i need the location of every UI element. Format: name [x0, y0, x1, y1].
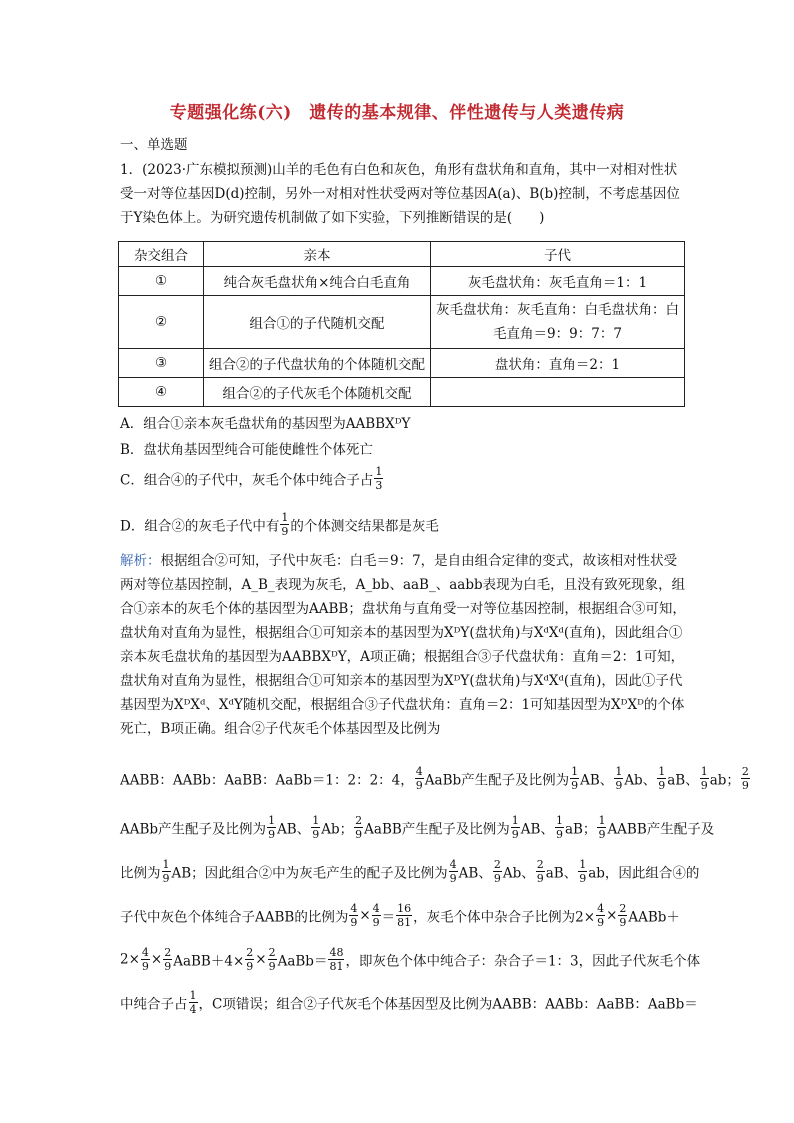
table-cell: 灰毛盘状角：灰毛直角＝1：1: [431, 267, 685, 296]
page-title: 专题强化练(六) 遗传的基本规律、伴性遗传与人类遗传病: [169, 103, 625, 123]
text: 2×: [120, 951, 140, 968]
table-row: [119, 267, 685, 296]
denominator: 9: [141, 960, 149, 973]
analysis-label: 解析：: [120, 553, 161, 569]
fraction: [700, 766, 709, 791]
fraction: [328, 947, 344, 972]
fraction: [449, 859, 458, 884]
table-cell: 盘状角：直角＝2：1: [431, 349, 685, 378]
denominator: 81: [329, 960, 344, 973]
numerator: 48: [329, 946, 344, 959]
denominator: 9: [658, 779, 666, 792]
denominator: 3: [375, 479, 383, 492]
text: AABB产生配子及: [607, 821, 715, 838]
numerator: 1: [375, 465, 383, 478]
denominator: 9: [700, 779, 708, 792]
denominator: 9: [571, 779, 579, 792]
table-cell: [431, 378, 685, 407]
numerator: 1: [511, 814, 519, 827]
fraction: [396, 903, 412, 928]
table-cell: ④: [119, 378, 204, 407]
text: aB、: [667, 772, 699, 789]
denominator: 9: [355, 828, 363, 841]
times-sign: ×: [150, 951, 163, 968]
text: AABb＋: [628, 909, 680, 926]
times-sign: ×: [255, 951, 267, 968]
table-cell: ①: [119, 267, 204, 296]
table-cell: ②: [119, 296, 204, 349]
text: ，即灰色个体中纯合子：杂合子＝1：3，因此子代灰毛个体: [345, 953, 701, 970]
denominator: 9: [268, 828, 276, 841]
fraction: [349, 903, 358, 928]
numerator: 4: [350, 902, 358, 915]
fraction: [618, 903, 627, 928]
table-cell: 灰毛盘状角：灰毛直角：白毛盘状角：白毛直角＝9：9：7：7: [431, 296, 685, 349]
table-cell: 组合①的子代随机交配: [204, 296, 431, 349]
fraction: [374, 466, 383, 491]
text: 比例为: [120, 865, 161, 882]
table-header: 杂交组合: [119, 242, 204, 267]
text: ，C项错误；组合②子代灰毛个体基因型及比例为AABB：AABb：AaBB：AaBb＝: [198, 996, 698, 1013]
denominator: 9: [312, 828, 320, 841]
text: AaBb＝: [277, 953, 328, 970]
fraction: [415, 766, 424, 791]
numerator: 2: [268, 946, 276, 959]
text: AaBb产生配子及比例为: [424, 772, 570, 789]
fraction: [597, 815, 606, 840]
denominator: 9: [246, 960, 254, 973]
fraction: [354, 815, 363, 840]
table-header-row: [119, 242, 685, 267]
denominator: 9: [597, 916, 605, 929]
denominator: 9: [579, 872, 587, 885]
table-cell: ③: [119, 349, 204, 378]
table-row: [119, 349, 685, 378]
text: AB；因此组合②中为灰毛产生的配子及比例为: [171, 865, 448, 882]
denominator: 9: [415, 779, 423, 792]
analysis-line: [120, 946, 701, 973]
fraction: [570, 766, 579, 791]
fraction: [245, 947, 254, 972]
numerator: 1: [555, 814, 563, 827]
fraction: [493, 859, 502, 884]
denominator: 9: [619, 916, 627, 929]
text: ab，因此组合④的: [588, 865, 700, 882]
fraction: [162, 859, 171, 884]
numerator: 1: [658, 765, 666, 778]
denominator: 9: [162, 872, 170, 885]
denominator: 9: [268, 960, 276, 973]
table-cell: 组合②的子代灰毛个体随机交配: [204, 378, 431, 407]
numerator: 4: [141, 946, 149, 959]
cross-table: [118, 241, 685, 407]
text: AB、: [277, 821, 311, 838]
denominator: 9: [281, 525, 289, 538]
text: ab；: [709, 772, 740, 789]
text: AB、: [520, 821, 554, 838]
text: 中纯合子占: [120, 996, 188, 1013]
fraction: [163, 947, 172, 972]
numerator: 1: [598, 814, 606, 827]
option-c-text: C．组合④的子代中，灰毛个体中纯合子占: [120, 472, 374, 489]
text: Ab；: [321, 821, 354, 838]
option-d-text: D．组合②的灰毛子代中有: [120, 518, 280, 535]
text: AB、: [458, 865, 492, 882]
option-d-text: 的个体测交结果都是灰毛: [290, 518, 439, 535]
denominator: 9: [615, 779, 623, 792]
denominator: 9: [536, 872, 544, 885]
numerator: 4: [372, 902, 380, 915]
analysis-text: 根据组合②可知，子代中灰毛：白毛＝9：7，是自由组合定律的变式，故该相对性状受两对等位基因控制，A_B_表现为灰毛，A_bb、aaB_、aabb表现为白毛，且没有致死现象，组合①亲本的灰毛个体的基因型为AABB；盘状角与直角受一对等位基因控制，根据组合③可知，盘状角对直角为显性，根据组合①可知亲本的基因型为XᴰY(盘状角)与XᵈXᵈ(直角)，因此组合①亲本灰毛盘状角的基因型为AABBXᴰY，A项正确；根据组合③子代盘状角：直角＝2：1可知，盘状角对直角为显性，根据组合①可知亲本的基因型为XᴰY(盘状角)与XᵈXᵈ(直角)，因此①子代基因型为XᴰXᵈ、XᵈY随机交配，根据组合③子代盘状角：直角＝2：1可知基因型为XᴰXᴰ的个体死亡，B项正确。组合②子代灰毛个体基因型及比例为: [120, 553, 686, 737]
denominator: 9: [493, 872, 501, 885]
text: aB；: [564, 821, 597, 838]
table-header: 子代: [431, 242, 685, 267]
denominator: 9: [164, 960, 172, 973]
denominator: 9: [372, 916, 380, 929]
text: AB、: [580, 772, 614, 789]
denominator: 9: [598, 828, 606, 841]
denominator: 9: [741, 779, 749, 792]
option-c: [120, 466, 384, 491]
denominator: 9: [555, 828, 563, 841]
times-sign: ×: [606, 907, 618, 924]
question-stem: 1．(2023·广东模拟预测)山羊的毛色有白色和灰色，角形有盘状角和直角，其中一对相对性状受一对等位基因D(d)控制，另外一对相对性状受两对等位基因A(a)、B(b)控制，不考虑基因位于Y染色体上。为研究遗传机制做了如下实验，下列推断错误的是( ): [120, 162, 680, 226]
numerator: 2: [246, 946, 254, 959]
numerator: 2: [619, 902, 627, 915]
text: Ab、: [502, 865, 535, 882]
numerator: 1: [281, 511, 289, 524]
fraction: [536, 859, 545, 884]
text: 子代中灰色个体纯合子AABB的比例为: [120, 909, 349, 926]
fraction: [614, 766, 623, 791]
fraction: [280, 512, 289, 537]
table-header: 亲本: [204, 242, 431, 267]
numerator: 1: [312, 814, 320, 827]
numerator: 2: [355, 814, 363, 827]
fraction: [311, 815, 320, 840]
fraction: [657, 766, 666, 791]
times-sign: ×: [359, 907, 371, 924]
equals-sign: ＝: [381, 909, 396, 926]
option-a: A．组合①亲本灰毛盘状角的基因型为AABBXᴰY: [120, 416, 411, 432]
text: AABb产生配子及比例为: [120, 821, 267, 838]
text: AaBB＋4×: [173, 953, 245, 970]
text: aB、: [545, 865, 578, 882]
numerator: 16: [397, 902, 412, 915]
fraction: [511, 815, 520, 840]
table-row: [119, 296, 685, 349]
numerator: 1: [268, 814, 276, 827]
text: AaBB产生配子及比例为: [364, 821, 510, 838]
fraction: [189, 990, 198, 1015]
numerator: 2: [536, 858, 544, 871]
numerator: 4: [449, 858, 457, 871]
numerator: 1: [162, 858, 170, 871]
numerator: 1: [579, 858, 587, 871]
table-cell: 组合②的子代盘状角的个体随机交配: [204, 349, 431, 378]
table-cell: 纯合灰毛盘状角×纯合白毛直角: [204, 267, 431, 296]
numerator: 2: [493, 858, 501, 871]
table-row: [119, 378, 685, 407]
numerator: 1: [189, 989, 197, 1002]
fraction: [268, 947, 277, 972]
fraction: [596, 903, 605, 928]
denominator: 9: [350, 916, 358, 929]
analysis-line: [120, 989, 698, 1016]
text: Ab、: [624, 772, 657, 789]
numerator: 2: [741, 765, 749, 778]
numerator: 1: [615, 765, 623, 778]
analysis-line: [120, 814, 715, 841]
section-heading: 一、单选题: [120, 137, 188, 153]
text: ，灰毛个体中杂合子比例为2×: [413, 909, 596, 926]
denominator: 4: [189, 1003, 197, 1016]
fraction: [555, 815, 564, 840]
denominator: 81: [397, 916, 412, 929]
fraction: [578, 859, 587, 884]
fraction: [141, 947, 150, 972]
numerator: 1: [700, 765, 708, 778]
option-b: B．盘状角基因型纯合可能使雌性个体死亡: [120, 442, 373, 458]
fraction: [741, 766, 750, 791]
analysis-line: [120, 858, 700, 885]
numerator: 2: [164, 946, 172, 959]
denominator: 9: [511, 828, 519, 841]
option-d: [120, 512, 439, 537]
numerator: 4: [597, 902, 605, 915]
numerator: 1: [571, 765, 579, 778]
text: AABB：AABb：AaBB：AaBb＝1：2：2：4，: [120, 772, 414, 789]
denominator: 9: [449, 872, 457, 885]
analysis-paragraph: [120, 549, 686, 741]
numerator: 4: [415, 765, 423, 778]
analysis-line: [120, 903, 686, 928]
analysis-line: [120, 765, 749, 792]
fraction: [372, 903, 381, 928]
fraction: [267, 815, 276, 840]
